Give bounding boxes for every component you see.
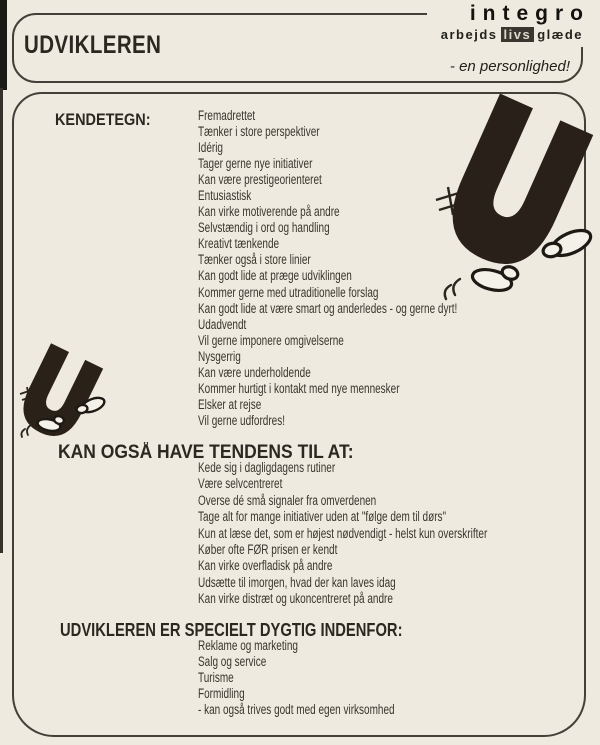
speed-lines xyxy=(445,279,460,299)
scanner-edge-line xyxy=(0,88,3,553)
page-title: UDVIKLEREN xyxy=(24,31,162,59)
section-heading-dygtig-indenfor: UDVIKLEREN ER SPECIELT DYGTIG INDENFOR: xyxy=(60,620,403,640)
section-heading-kendetegn: KENDETEGN: xyxy=(55,110,151,129)
list-item: Entusiastisk xyxy=(198,188,252,204)
section-list-kendetegn xyxy=(198,108,457,429)
list-item: Overse dé små signaler fra omverdenen xyxy=(198,492,377,508)
list-item: Kan virke distræt og ukoncentreret på andre xyxy=(198,591,393,607)
scanner-edge-shadow xyxy=(0,0,7,90)
tagline-word-left: arbejds xyxy=(440,27,498,42)
brand-wordmark: integro xyxy=(469,2,590,25)
running-u-mascot-large-icon xyxy=(430,103,600,315)
speed-lines xyxy=(21,425,31,437)
list-item: Tænker også i store linier xyxy=(198,252,311,268)
list-item: Være selvcentreret xyxy=(198,476,283,492)
list-item: Tænker i store perspektiver xyxy=(198,124,320,140)
running-u-mascot-small-icon xyxy=(13,349,115,443)
list-item: Kommer hurtigt i kontakt med nye mennesker xyxy=(198,380,400,396)
list-item: Salg og service xyxy=(198,654,267,670)
list-item: Fremadrettet xyxy=(198,108,256,123)
list-item: Kun at læse det, som er højest nødvendigt - helst kun overskrifter xyxy=(198,525,488,541)
list-item: Vil gerne imponere omgivelserne xyxy=(198,332,344,348)
section-list-tendens xyxy=(198,460,487,608)
list-item: Tage alt for mange initiativer uden at "følge dem til dørs" xyxy=(198,509,447,525)
list-item: Selvstændig i ord og handling xyxy=(198,220,330,236)
list-item: Kan være prestigeorienteret xyxy=(198,172,322,188)
list-item: Nysgerrig xyxy=(198,348,241,364)
list-item: Kan godt lide at præge udviklingen xyxy=(198,268,352,284)
list-item: Tager gerne nye initiativer xyxy=(198,156,313,172)
section-list-dygtig-indenfor xyxy=(198,638,395,718)
list-item: Kan virke overfladisk på andre xyxy=(198,558,333,574)
logo-tagline xyxy=(441,27,583,42)
list-item: Kede sig i dagligdagens rutiner xyxy=(198,460,336,475)
list-item: Køber ofte FØR prisen er kendt xyxy=(198,542,338,558)
list-item: Vil gerne udfordres! xyxy=(198,412,286,428)
integro-logo xyxy=(427,0,590,47)
list-item: Kan godt lide at være smart og anderledes - og gerne dyrt! xyxy=(198,300,458,316)
list-item: - kan også trives godt med egen virksomhed xyxy=(198,702,395,718)
section-heading-tendens: KAN OGSÅ HAVE TENDENS TIL AT: xyxy=(58,442,354,463)
list-item: Kommer gerne med utraditionelle forslag xyxy=(198,284,379,300)
tagline-boxed-word: livs xyxy=(501,27,535,42)
list-item: Formidling xyxy=(198,686,245,702)
list-item: Udsætte til imorgen, hvad der kan laves idag xyxy=(198,574,396,590)
list-item: Reklame og marketing xyxy=(198,638,298,653)
logo-slogan: - en personlighed! xyxy=(449,58,570,75)
mascot-foot-left xyxy=(470,265,519,294)
tagline-word-right: glæde xyxy=(537,27,583,42)
list-item: Kan være underholdende xyxy=(198,364,311,380)
list-item: Kreativt tænkende xyxy=(198,236,280,252)
list-item: Udadvendt xyxy=(198,316,247,332)
list-item: Elsker at rejse xyxy=(198,396,262,412)
list-item: Turisme xyxy=(198,670,234,686)
list-item: Idérig xyxy=(198,140,223,156)
list-item: Kan virke motiverende på andre xyxy=(198,204,340,220)
